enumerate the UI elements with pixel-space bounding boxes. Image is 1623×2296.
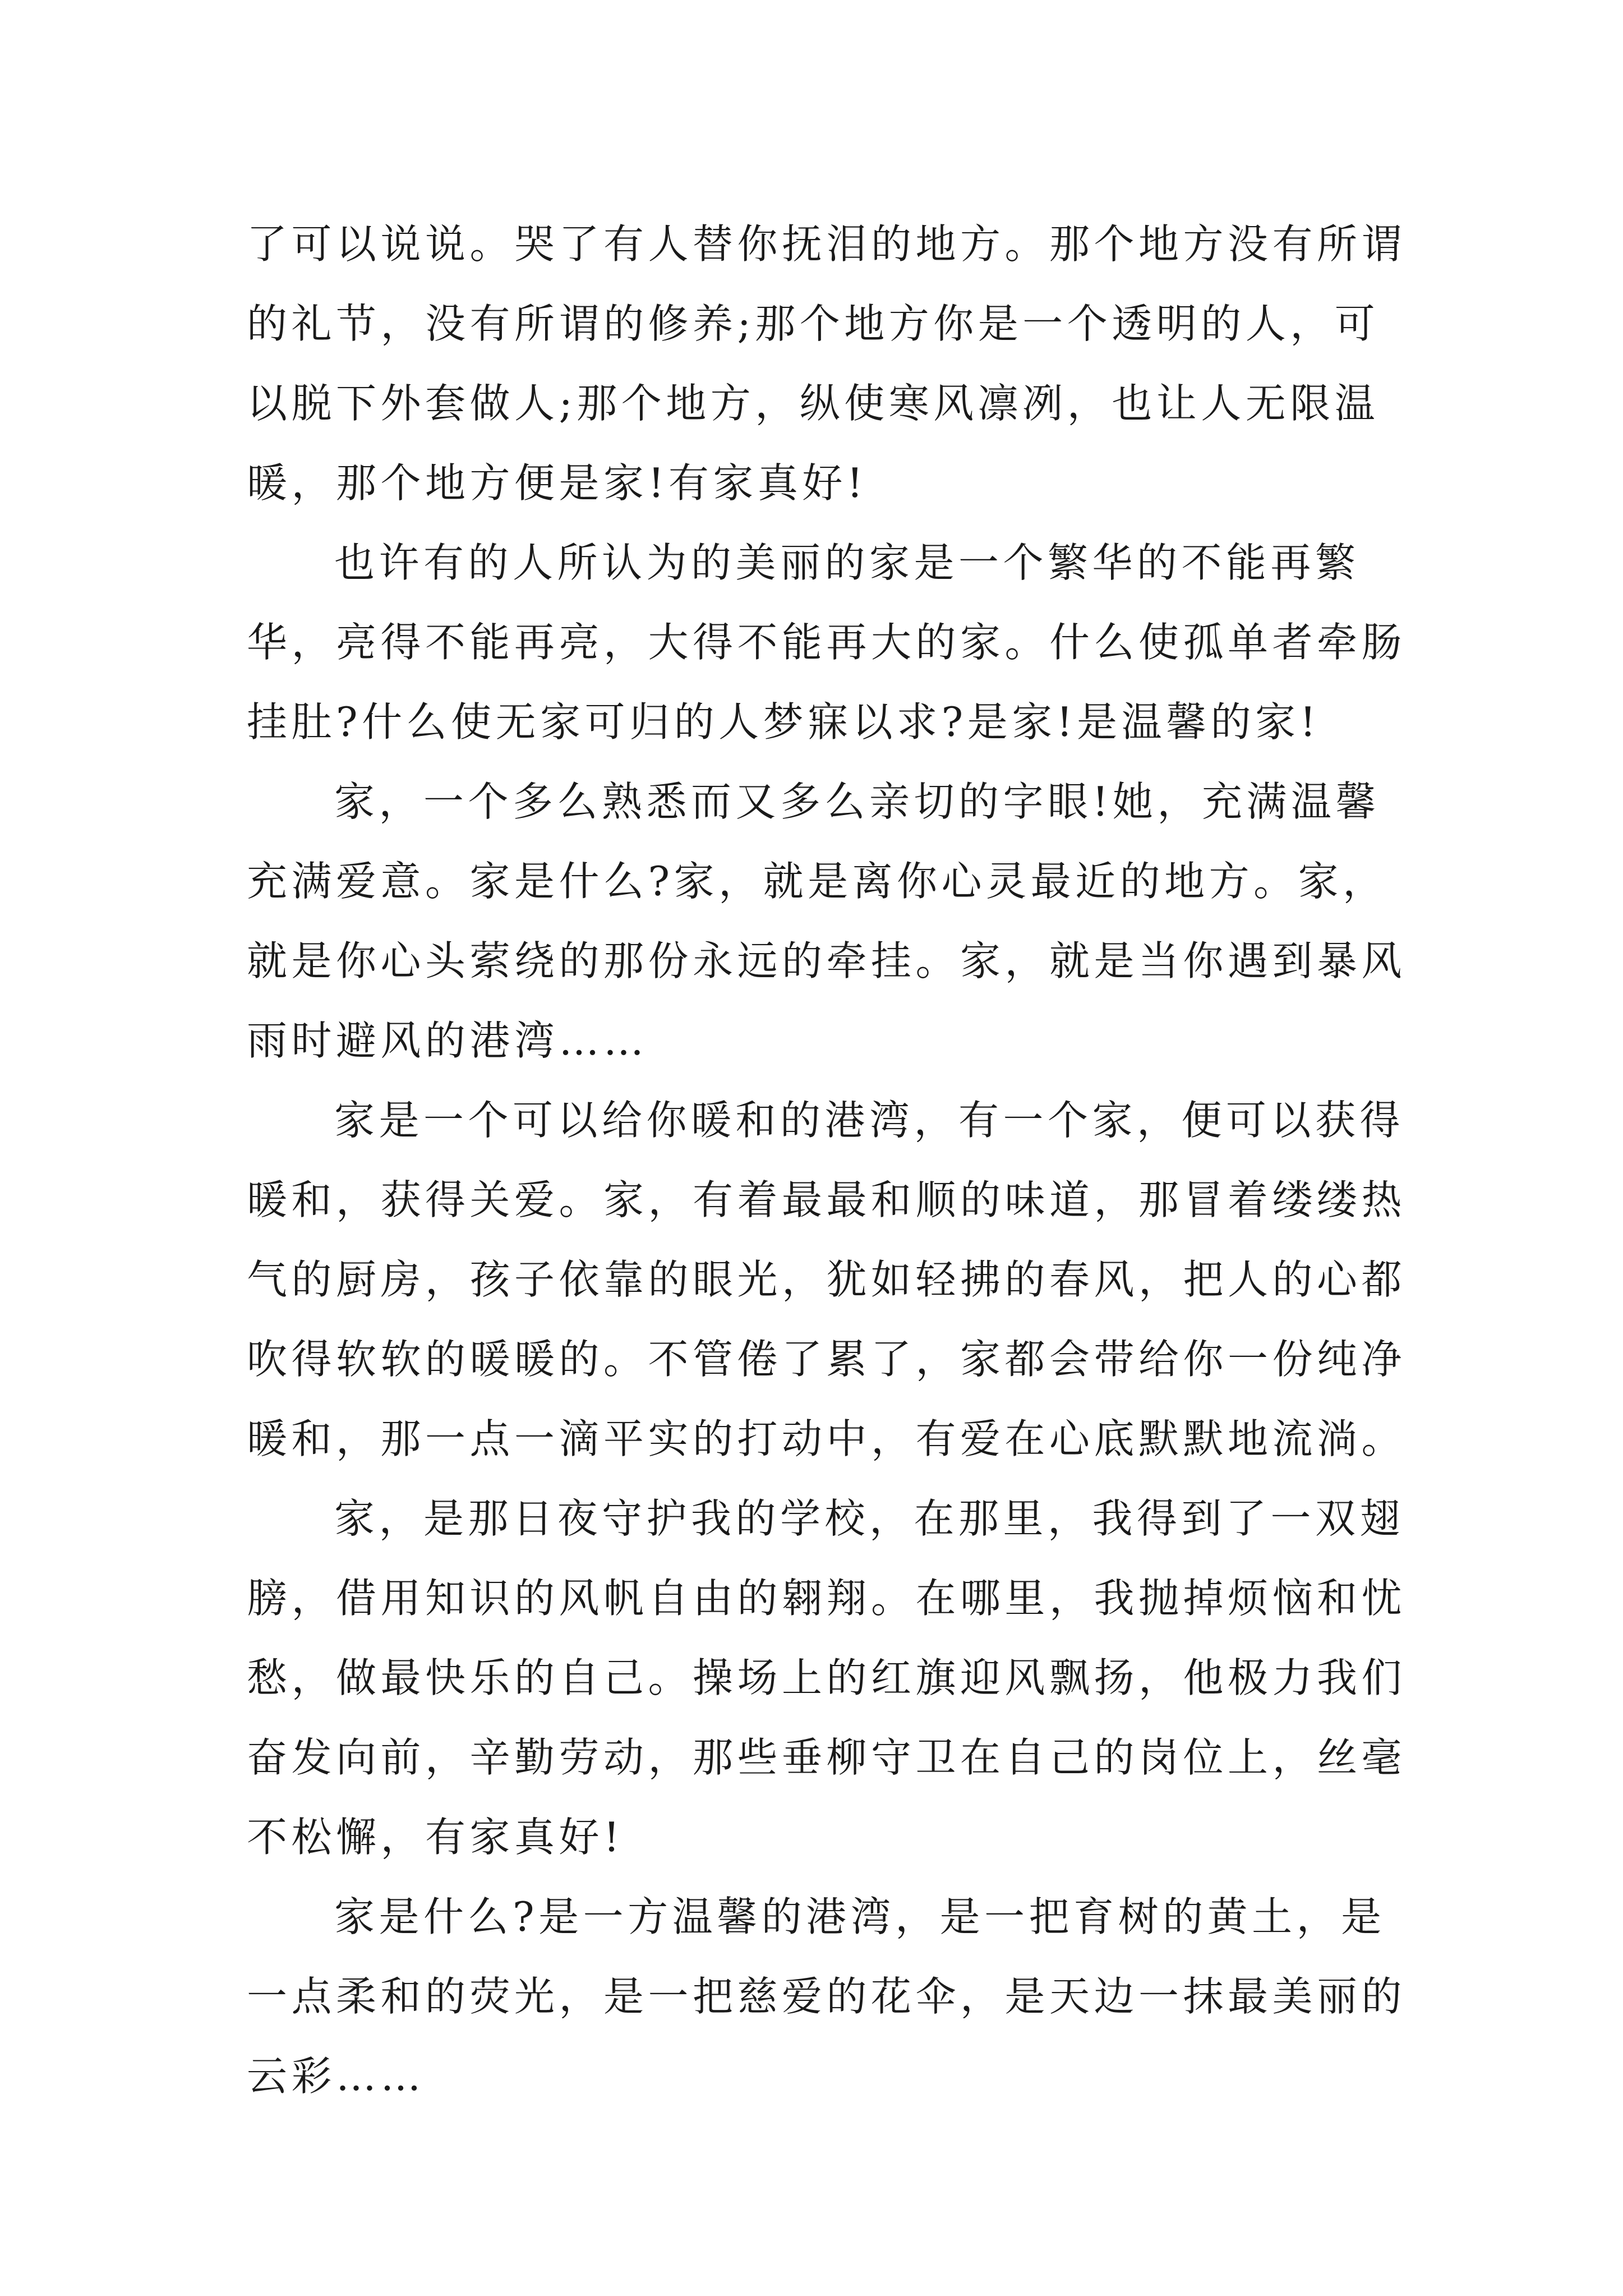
text-line: 华，亮得不能再亮，大得不能再大的家。什么使孤单者牵肠 (247, 619, 1407, 666)
text-line: 挂肚?什么使无家可归的人梦寐以求?是家!是温馨的家! (247, 698, 1321, 746)
text-line: 暖和，获得关爱。家，有着最最和顺的味道，那冒着缕缕热 (247, 1176, 1407, 1223)
text-line: 雨时避风的港湾…… (247, 1017, 648, 1064)
text-line: 奋发向前，辛勤劳动，那些垂柳守卫在自己的岗位上，丝毫 (247, 1734, 1407, 1781)
text-line: 膀，借用知识的风帆自由的翱翔。在哪里，我抛掉烦恼和忧 (247, 1575, 1407, 1622)
paragraph-first-line: 也许有的人所认为的美丽的家是一个繁华的不能再繁 (334, 539, 1360, 586)
text-line: 的礼节，没有所谓的修养;那个地方你是一个透明的人，可 (247, 300, 1380, 347)
paragraph-first-line: 家是一个可以给你暖和的港湾，有一个家，便可以获得 (334, 1097, 1405, 1144)
text-line: 充满爱意。家是什么?家，就是离你心灵最近的地方。家， (247, 858, 1387, 905)
text-line: 云彩…… (247, 2053, 426, 2100)
paragraph-first-line: 家，是那日夜守护我的学校，在那里，我得到了一双翅 (334, 1495, 1405, 1542)
paragraph-first-line: 家是什么?是一方温馨的港湾，是一把育树的黄土，是 (334, 1893, 1386, 1940)
text-line: 暖，那个地方便是家!有家真好! (247, 459, 868, 507)
text-line: 吹得软软的暖暖的。不管倦了累了，家都会带给你一份纯净 (247, 1336, 1407, 1383)
text-line: 了可以说说。哭了有人替你抚泪的地方。那个地方没有所谓 (247, 220, 1407, 268)
text-line: 愁，做最快乐的自己。操场上的红旗迎风飘扬，他极力我们 (247, 1654, 1407, 1701)
text-line: 暖和，那一点一滴平实的打动中，有爱在心底默默地流淌。 (247, 1415, 1407, 1462)
text-line: 气的厨房，孩子依靠的眼光，犹如轻拂的春风，把人的心都 (247, 1256, 1407, 1303)
text-line: 不松懈，有家真好! (247, 1814, 624, 1861)
paragraph-first-line: 家，一个多么熟悉而又多么亲切的字眼!她，充满温馨 (334, 778, 1380, 825)
text-line: 就是你心头萦绕的那份永远的牵挂。家，就是当你遇到暴风 (247, 937, 1407, 984)
text-line: 一点柔和的荧光，是一把慈爱的花伞，是天边一抹最美丽的 (247, 1973, 1407, 2020)
text-line: 以脱下外套做人;那个地方，纵使寒风凛冽，也让人无限温 (247, 380, 1380, 427)
